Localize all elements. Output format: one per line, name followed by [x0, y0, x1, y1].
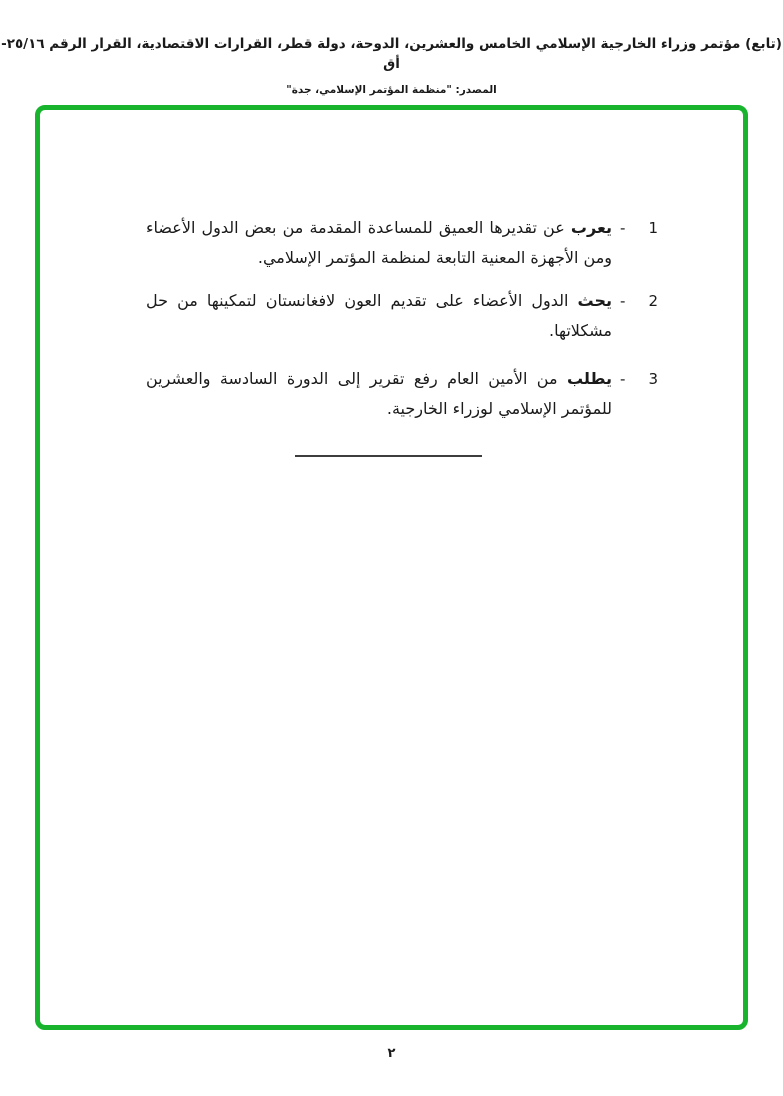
list-item: [146, 286, 658, 346]
clause-number-marker: [612, 286, 658, 346]
page-number: ٢: [387, 1046, 396, 1061]
clause-lead-word: يطلب: [566, 369, 612, 388]
marker-dash: -: [620, 370, 626, 388]
clause-paragraph: [146, 286, 612, 346]
clause-lead-word: يحث: [577, 291, 612, 310]
document-header: [0, 0, 783, 98]
content-frame: [35, 105, 748, 1030]
list-item: [146, 364, 658, 424]
marker-dash: -: [620, 219, 626, 237]
clause-body-text: الدول الأعضاء على تقديم العون لافغانستان لتمكينها من حل مشكلاتها.: [146, 291, 612, 340]
header-title: (تابع) مؤتمر وزراء الخارجية الإسلامي الخامس والعشرين، الدوحة، دولة قطر، القرارات الاقتصادية، القرار الرقم ٢٥/١٦-أق: [1, 36, 782, 72]
clause-paragraph: [146, 213, 612, 273]
clause-body-text: عن تقديرها العميق للمساعدة المقدمة من بعض الدول الأعضاء ومن الأجهزة المعنية التابعة لمنظمة المؤتمر الإسلامي.: [146, 218, 612, 267]
marker-number: 3: [648, 370, 658, 388]
marker-dash: -: [620, 292, 626, 310]
clause-paragraph: [146, 364, 612, 424]
header-source: المصدر: "منظمة المؤتمر الإسلامي، جدة": [286, 84, 497, 96]
clause-number-marker: [612, 364, 658, 424]
clause-list: [40, 110, 743, 424]
marker-number: 2: [648, 292, 658, 310]
clause-number-marker: [612, 213, 658, 273]
marker-number: 1: [648, 219, 658, 237]
list-item: [146, 213, 658, 273]
section-divider: [295, 455, 482, 457]
clause-lead-word: يعرب: [570, 218, 612, 237]
clause-body-text: من الأمين العام رفع تقرير إلى الدورة السادسة والعشرين للمؤتمر الإسلامي لوزراء الخارجية.: [146, 369, 612, 418]
